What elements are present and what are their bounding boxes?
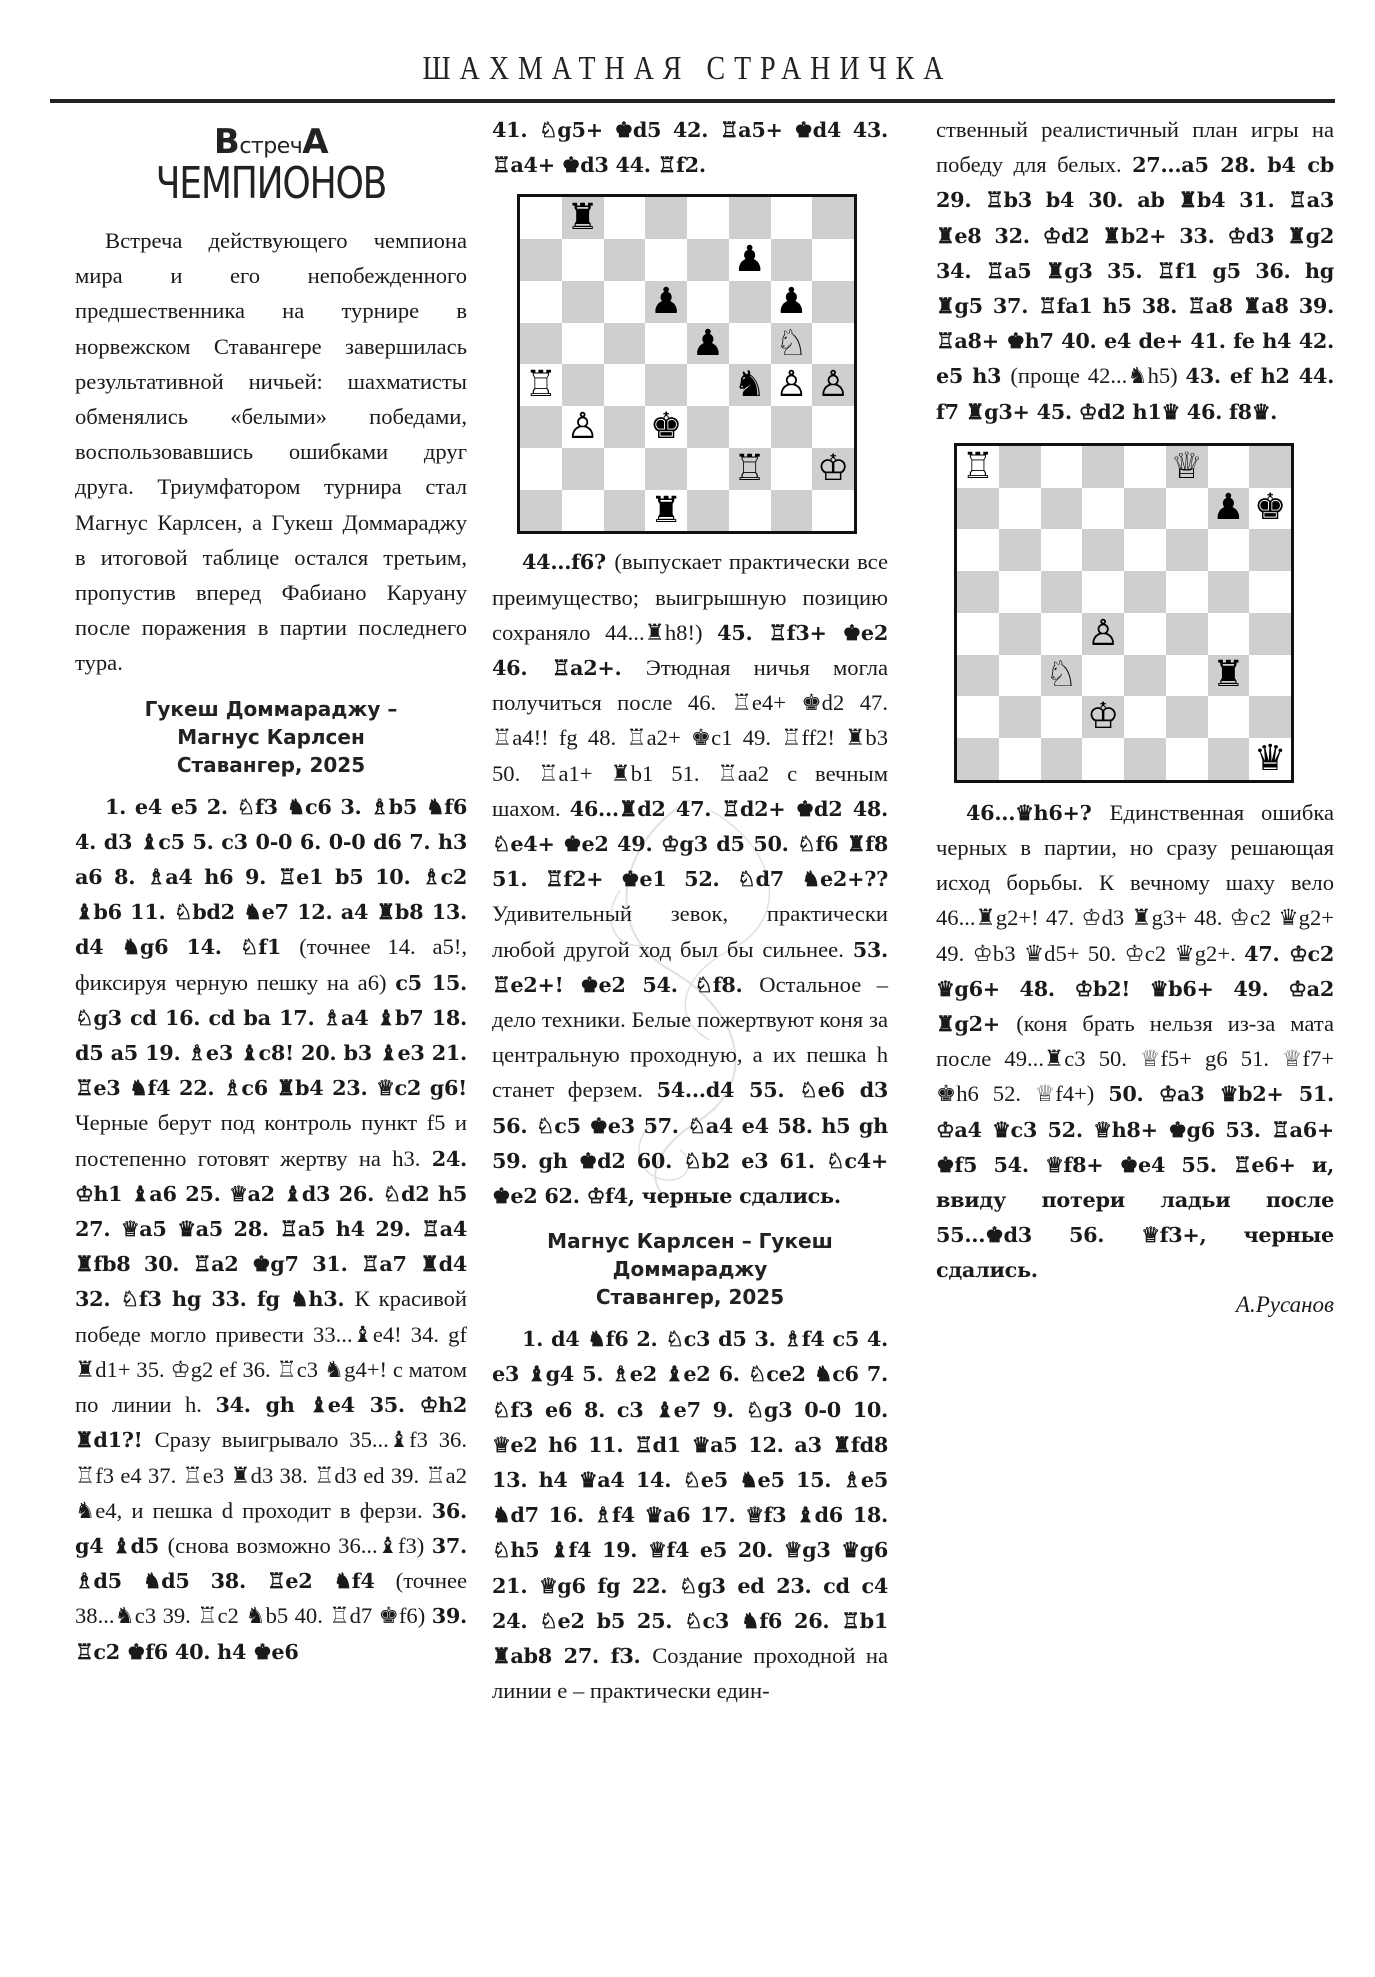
commentary-text: (выпускает практически все преимущество; выигрышную позицию сохраняло 44...♜h8!) <box>492 549 888 645</box>
moves-text: c5 15. ♘g3 cd 16. cd ba 17. ♗a4 ♝b7 18. d5 a5 19. ♗e3 ♝c8! 20. b3 ♝e3 21. ♖e3 ♞f4 22. ♗c6 ♜b4 23. ♕c2 g6! <box>75 969 467 1101</box>
square-d6 <box>645 281 687 323</box>
black-rook-icon: ♜ <box>649 489 683 531</box>
square-a2 <box>957 696 999 738</box>
square-a3 <box>957 655 999 697</box>
square-b8 <box>999 446 1041 488</box>
moves-text: 36. g4 ♝d5 <box>75 1497 467 1558</box>
right-column <box>936 112 1334 1318</box>
square-e5 <box>687 323 729 365</box>
square-a3 <box>520 406 562 448</box>
white-knight-icon: ♘ <box>1045 654 1078 696</box>
square-g6 <box>1208 529 1250 571</box>
square-d5 <box>645 323 687 365</box>
intro-paragraph: Встреча действующего чемпиона мира и его непобежденного предшественника на турнире в норвежском Ставангере завершилась результативной ничьей: шахматисты обменялись «белыми» победами, воспользовавшись ошибками друг друга. Триумфатором турнира стал Магнус Карлсен, а Гукеш Доммараджу в итоговой таблице остался третьим, пропустив вперед Фабиано Каруану после поражения в партии последнего тура. <box>75 228 467 676</box>
square-h4 <box>1249 613 1291 655</box>
square-f5 <box>729 323 771 365</box>
square-g1 <box>771 490 813 532</box>
commentary-text: Сразу выигрывало 35...♝f3 36. ♖f3 e4 37. ♖e3 ♜d3 38. ♖d3 ed 39. ♖a2 ♞e4, и пешка d проходит в ферзи. <box>75 1427 467 1523</box>
square-g8 <box>1208 446 1250 488</box>
square-c3 <box>604 406 646 448</box>
square-c4 <box>604 364 646 406</box>
white-pawn-icon: ♙ <box>775 364 808 406</box>
square-e5 <box>1124 571 1166 613</box>
square-e3 <box>1124 655 1166 697</box>
square-d4 <box>1082 613 1124 655</box>
square-h1 <box>1249 738 1291 780</box>
square-c5 <box>604 323 646 365</box>
square-b1 <box>999 738 1041 780</box>
square-d1 <box>1082 738 1124 780</box>
square-a4 <box>957 613 999 655</box>
white-queen-icon: ♕ <box>1170 445 1203 487</box>
square-g7 <box>771 239 813 281</box>
square-c1 <box>604 490 646 532</box>
square-d8 <box>1082 446 1124 488</box>
white-pawn-icon: ♙ <box>1086 612 1120 654</box>
square-a6 <box>957 529 999 571</box>
title-last-letter: А <box>302 122 329 162</box>
square-h3 <box>1249 655 1291 697</box>
moves-text: 1. e4 e5 2. ♘f3 ♞c6 3. ♗b5 ♞f6 4. d3 ♝c5 5. c3 0-0 6. 0-0 d6 7. h3 a6 8. ♗a4 h6 9. ♖e1 b5 10. ♗c2 ♝b6 11. ♘bd2 ♞e7 12. a4 ♜b8 13. d4 ♞g6 14. ♘f1 <box>75 793 467 960</box>
square-d1 <box>645 490 687 532</box>
game1-moves-part1-continued <box>492 112 888 182</box>
title-middle: стреч <box>239 134 303 159</box>
moves-text: 39. ♖c2 ♚f6 40. h4 ♚e6 <box>75 1603 467 1664</box>
square-b2 <box>562 448 604 490</box>
author-signature: А.Русанов <box>1235 1291 1334 1317</box>
square-a6 <box>520 281 562 323</box>
square-e6 <box>1124 529 1166 571</box>
commentary-text: К красивой победе могло привести 33...♝e4! 34. gf ♜d1+ 35. ♔g2 ef 36. ♖c3 ♞g4+! с матом по линии h. <box>75 1286 468 1418</box>
square-c8 <box>604 197 646 239</box>
commentary-text: Создание проходной на линии e – практически един- <box>492 1643 888 1704</box>
board-wrapper-game2 <box>954 443 1334 783</box>
white-pawn-icon: ♙ <box>566 406 599 448</box>
square-e7 <box>687 239 729 281</box>
square-b8 <box>562 197 604 239</box>
square-a4 <box>520 364 562 406</box>
square-h8 <box>1249 446 1291 488</box>
square-b4 <box>562 364 604 406</box>
square-f7 <box>1166 488 1208 530</box>
moves-text: 47. ♔c2 ♛g6+ 48. ♔b2! ♛b6+ 49. ♔a2 ♜g2+ <box>936 940 1334 1037</box>
square-h5 <box>812 323 854 365</box>
moves-text: 46...♛h6+? <box>966 799 1110 825</box>
square-h4 <box>812 364 854 406</box>
square-f5 <box>1166 571 1208 613</box>
square-b1 <box>562 490 604 532</box>
square-g2 <box>771 448 813 490</box>
square-a1 <box>520 490 562 532</box>
square-f2 <box>1166 696 1208 738</box>
square-f4 <box>729 364 771 406</box>
square-b3 <box>562 406 604 448</box>
square-g6 <box>771 281 813 323</box>
square-h1 <box>812 490 854 532</box>
square-g5 <box>1208 571 1250 613</box>
game2-moves-part1-continued <box>936 112 1334 429</box>
square-e8 <box>687 197 729 239</box>
square-b5 <box>562 323 604 365</box>
moves-text: 43. ef h2 44. f7 ♜g3+ 45. ♔d2 h1♛ 46. f8♛. <box>936 363 1335 424</box>
white-king-icon: ♔ <box>816 447 850 489</box>
moves-text: 24. ♔h1 ♝a6 25. ♕a2 ♝d3 26. ♘d2 h5 27. ♕a5 ♛a5 28. ♖a5 h4 29. ♖a4 ♜fb8 30. ♖a2 ♚g7 31. ♖a7 ♜d4 32. ♘f3 hg 33. fg ♞h3. <box>75 1145 467 1312</box>
moves-text: 45. ♖f3+ ♚e2 46. ♖a2+. <box>492 619 888 681</box>
square-f6 <box>1166 529 1208 571</box>
square-f1 <box>1166 738 1208 780</box>
square-e2 <box>687 448 729 490</box>
article-title <box>75 122 467 209</box>
game1-header <box>75 695 467 779</box>
title-line2: ЧЕМПИОНОВ <box>155 158 387 209</box>
black-knight-icon: ♞ <box>733 364 766 406</box>
commentary-text: ственный реалистичный план игры на победу для белых. <box>936 117 1334 178</box>
square-g1 <box>1208 738 1250 780</box>
square-c7 <box>604 239 646 281</box>
section-title: ШАХМАТНАЯ СТРАНИЧКА <box>422 50 953 87</box>
game2-venue: Ставангер, 2025 <box>595 1285 785 1310</box>
square-b4 <box>999 613 1041 655</box>
white-rook-icon: ♖ <box>733 447 766 489</box>
commentary-text: Единственная ошибка черных в партии, но сразу решающая исход борьбы. К вечному шаху вело 46...♜g2+! 47. ♔d3 ♜g3+ 48. ♔c2 ♛g2+ 49. ♔b3 ♛d5+ 50. ♔c2 ♛g2+. <box>936 799 1334 966</box>
game1-players-line1: Гукеш Доммараджу – <box>144 696 398 721</box>
square-e6 <box>687 281 729 323</box>
square-e4 <box>687 364 729 406</box>
square-g8 <box>771 197 813 239</box>
game2-players-line1: Магнус Карлсен – Гукеш <box>547 1229 833 1254</box>
square-h2 <box>1249 696 1291 738</box>
game2-moves-part1 <box>492 1321 888 1708</box>
square-b7 <box>562 239 604 281</box>
commentary-text: (точнее 38...♞c3 39. ♖c2 ♞b5 40. ♖d7 ♚f6) <box>75 1568 467 1629</box>
square-d8 <box>645 197 687 239</box>
square-g7 <box>1208 488 1250 530</box>
square-g4 <box>1208 613 1250 655</box>
square-f3 <box>1166 655 1208 697</box>
title-first-letter: В <box>213 122 240 162</box>
chess-diagram-game1 <box>517 194 857 534</box>
square-h6 <box>1249 529 1291 571</box>
square-e3 <box>687 406 729 448</box>
square-h3 <box>812 406 854 448</box>
square-f3 <box>729 406 771 448</box>
square-g3 <box>1208 655 1250 697</box>
black-queen-icon: ♛ <box>1253 737 1287 779</box>
square-a5 <box>957 571 999 613</box>
square-b7 <box>999 488 1041 530</box>
square-e1 <box>1124 738 1166 780</box>
commentary-text: Черные берут под контроль пункт f5 и постепенно готовят жертву на h3. <box>75 1110 467 1171</box>
square-d3 <box>645 406 687 448</box>
square-g2 <box>1208 696 1250 738</box>
square-c5 <box>1041 571 1083 613</box>
black-pawn-icon: ♟ <box>775 280 808 322</box>
square-g4 <box>771 364 813 406</box>
square-h8 <box>812 197 854 239</box>
square-h7 <box>1249 488 1291 530</box>
square-b3 <box>999 655 1041 697</box>
header-rule <box>50 99 1335 103</box>
square-b2 <box>999 696 1041 738</box>
black-pawn-icon: ♟ <box>649 280 683 322</box>
moves-text: 27...a5 28. b4 cb 29. ♖b3 b4 30. ab ♜b4 31. ♖a3 ♜e8 32. ♔d2 ♜b2+ 33. ♔d3 ♜g2 34. ♖a5 ♜g3 35. ♖f1 g5 36. hg ♜g5 37. ♖fa1 h5 38. ♖a8 ♜a8 39. ♖a8+ ♚h7 40. e4 de+ 41. fe h4 42. e5 h3 <box>936 152 1334 389</box>
square-a5 <box>520 323 562 365</box>
square-a8 <box>520 197 562 239</box>
square-d3 <box>1082 655 1124 697</box>
moves-text: 54...d4 55. ♘e6 d3 56. ♘c5 ♚e3 57. ♘a4 e4 58. h5 gh 59. gh ♚d2 60. ♘b2 e3 61. ♘c4+ ♚e2 62. ♔f4, черные сдались. <box>492 1077 888 1209</box>
black-rook-icon: ♜ <box>566 197 599 239</box>
square-a2 <box>520 448 562 490</box>
white-king-icon: ♔ <box>1086 696 1120 738</box>
commentary-text: (проще 42...♞h5) <box>1010 363 1186 389</box>
square-c6 <box>604 281 646 323</box>
square-b5 <box>999 571 1041 613</box>
moves-text: 46...♜d2 47. ♖d2+ ♚d2 48. ♘e4+ ♚e2 49. ♔g3 d5 50. ♘f6 ♜f8 51. ♖f2+ ♚e1 52. ♘d7 ♞e2+?? <box>492 795 888 892</box>
square-d6 <box>1082 529 1124 571</box>
black-rook-icon: ♜ <box>1212 654 1245 696</box>
black-pawn-icon: ♟ <box>1212 487 1245 529</box>
square-h7 <box>812 239 854 281</box>
game2-header <box>492 1227 888 1311</box>
square-f7 <box>729 239 771 281</box>
square-c1 <box>1041 738 1083 780</box>
moves-text: 53. ♖e2+! ♚e2 54. ♘f8. <box>492 936 888 997</box>
white-rook-icon: ♖ <box>961 445 995 487</box>
commentary-text: Этюдная ничья могла получиться после 46. ♖e4+ ♚d2 47. ♖a4!! fg 48. ♖a2+ ♚c1 49. ♖ff2! ♜b3 50. ♖a1+ ♜b1 51. ♖aa2 с вечным шахом. <box>492 655 888 821</box>
game2-moves-part2 <box>936 795 1334 1288</box>
chess-diagram-game2 <box>954 443 1294 783</box>
square-f6 <box>729 281 771 323</box>
game1-moves-part2 <box>492 544 888 1213</box>
black-king-icon: ♚ <box>649 406 683 448</box>
commentary-text: (коня брать нельзя из-за мата после 49...♜c3 50. ♕f5+ g6 51. ♕f7+ ♚h6 52. ♕f4+) <box>936 1011 1335 1107</box>
moves-text: 34. gh ♝e4 35. ♔h2 ♜d1?! <box>75 1392 467 1453</box>
square-g3 <box>771 406 813 448</box>
commentary-text: Удивительный зевок, практически любой другой ход был бы сильнее. <box>492 901 888 962</box>
moves-text: 37. ♗d5 ♞d5 38. ♖e2 ♞f4 <box>75 1532 467 1594</box>
square-e4 <box>1124 613 1166 655</box>
board-wrapper-game1 <box>517 194 888 534</box>
commentary-text: Остальное – дело техники. Белые пожертвуют коня за центральную проходную, а их пешка h станет ферзем. <box>492 971 888 1103</box>
square-d5 <box>1082 571 1124 613</box>
square-c8 <box>1041 446 1083 488</box>
white-rook-icon: ♖ <box>524 364 558 406</box>
square-b6 <box>999 529 1041 571</box>
black-pawn-icon: ♟ <box>691 322 725 364</box>
left-column <box>75 112 467 1669</box>
square-f4 <box>1166 613 1208 655</box>
square-c6 <box>1041 529 1083 571</box>
black-pawn-icon: ♟ <box>733 239 766 281</box>
black-king-icon: ♚ <box>1253 487 1287 529</box>
moves-text: 44...f6? <box>522 549 615 575</box>
square-c7 <box>1041 488 1083 530</box>
square-f8 <box>729 197 771 239</box>
game1-moves-part1 <box>75 789 467 1669</box>
square-c4 <box>1041 613 1083 655</box>
game2-players-line2: Доммараджу <box>612 1257 768 1282</box>
middle-column <box>492 112 888 1709</box>
square-f8 <box>1166 446 1208 488</box>
square-e2 <box>1124 696 1166 738</box>
game1-players-line2: Магнус Карлсен <box>177 724 365 749</box>
square-e8 <box>1124 446 1166 488</box>
white-pawn-icon: ♙ <box>816 364 850 406</box>
square-g5 <box>771 323 813 365</box>
square-b6 <box>562 281 604 323</box>
square-c2 <box>1041 696 1083 738</box>
square-e1 <box>687 490 729 532</box>
square-d4 <box>645 364 687 406</box>
square-f1 <box>729 490 771 532</box>
white-knight-icon: ♘ <box>775 322 808 364</box>
square-h2 <box>812 448 854 490</box>
square-c3 <box>1041 655 1083 697</box>
square-e7 <box>1124 488 1166 530</box>
square-a7 <box>520 239 562 281</box>
square-a7 <box>957 488 999 530</box>
moves-text: 50. ♔a3 ♛b2+ 51. ♔a4 ♛c3 52. ♕h8+ ♚g6 53. ♖a6+ ♚f5 54. ♕f8+ ♚e4 55. ♖e6+ и, ввиду потери ладьи после 55...♚d3 56. ♕f3+, черные сдались. <box>936 1081 1334 1283</box>
square-c2 <box>604 448 646 490</box>
game1-venue: Ставангер, 2025 <box>176 752 366 777</box>
square-h5 <box>1249 571 1291 613</box>
square-a1 <box>957 738 999 780</box>
square-f2 <box>729 448 771 490</box>
square-a8 <box>957 446 999 488</box>
commentary-text: (снова возможно 36...♝f3) <box>167 1532 432 1558</box>
moves-text: 41. ♘g5+ ♚d5 42. ♖a5+ ♚d4 43. ♖a4+ ♚d3 44. ♖f2. <box>492 117 888 178</box>
square-d2 <box>1082 696 1124 738</box>
moves-text: 1. d4 ♞f6 2. ♘c3 d5 3. ♗f4 c5 4. e3 ♝g4 5. ♗e2 ♝e2 6. ♘ce2 ♞c6 7. ♘f3 e6 8. c3 ♝e7 9. ♘g3 0-0 10. ♕e2 h6 11. ♖d1 ♛a5 12. a3 ♜fd8 13. h4 ♛a4 14. ♘e5 ♞e5 15. ♗e5 ♞d7 16. ♗f4 ♛a6 17. ♕f3 ♝d6 18. ♘h5 ♝f4 19. ♕f4 e5 20. ♕g3 ♛g6 21. ♕g6 fg 22. ♘g3 ed 23. cd c4 24. ♘e2 b5 25. ♘c3 ♞f6 26. ♖b1 ♜ab8 27. f3. <box>492 1326 888 1669</box>
square-d2 <box>645 448 687 490</box>
square-d7 <box>645 239 687 281</box>
commentary-text: (точнее 14. a5!, фиксируя черную пешку на a6) <box>75 934 467 995</box>
square-d7 <box>1082 488 1124 530</box>
square-h6 <box>812 281 854 323</box>
